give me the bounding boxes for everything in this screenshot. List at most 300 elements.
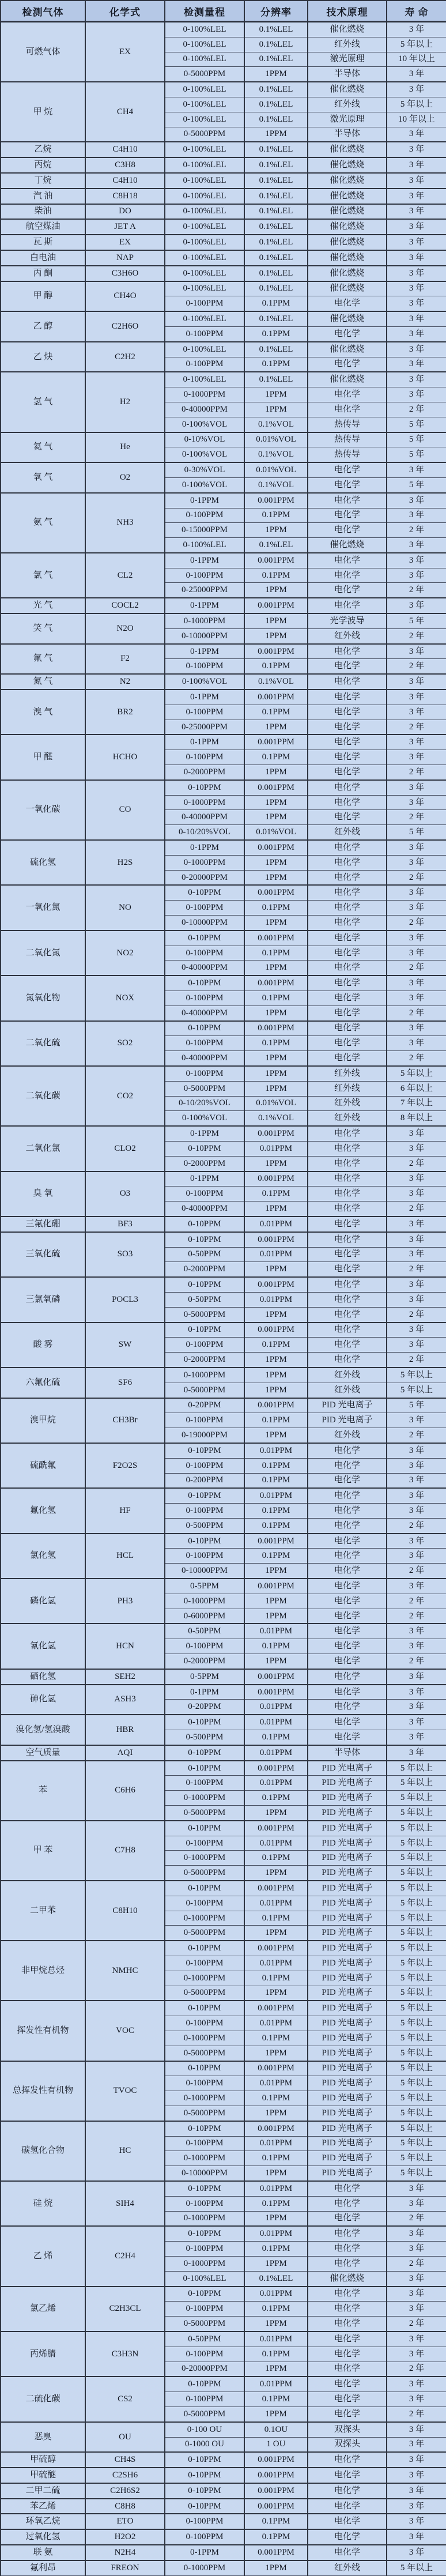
resolution-cell: 1PPM: [244, 1066, 308, 1081]
gas-name-cell: 恶臭: [1, 2422, 85, 2453]
range-cell: 0-100%LEL: [165, 372, 244, 387]
range-cell: 0-100PPM: [165, 1036, 244, 1051]
lifespan-cell: 3 年: [387, 387, 446, 402]
range-cell: 0-10PPM: [165, 1232, 244, 1247]
range-cell: 0-100%LEL: [165, 157, 244, 173]
table-row: [1, 204, 446, 220]
gas-name-cell: 三氟化硼: [1, 1217, 85, 1232]
table-row: [1, 1066, 446, 1081]
principle-cell: 电化学: [308, 1005, 387, 1020]
table-row: [1, 613, 446, 628]
principle-cell: 电化学: [308, 855, 387, 870]
lifespan-cell: 5 年以上: [387, 2061, 446, 2076]
lifespan-cell: 3 年: [387, 189, 446, 204]
formula-cell: VOC: [85, 2001, 165, 2061]
principle-cell: 电化学: [308, 1156, 387, 1171]
gas-name-cell: 甲 醛: [1, 735, 85, 779]
resolution-cell: 0.1PPM: [244, 357, 308, 372]
table-row: [1, 219, 446, 235]
resolution-cell: 0.01PPM: [244, 1141, 308, 1156]
gas-name-cell: 氰化氢: [1, 1624, 85, 1669]
range-cell: 0-5000PPM: [165, 1383, 244, 1398]
gas-name-cell: 二氧化硫: [1, 1021, 85, 1066]
resolution-cell: 0.1PPM: [244, 1791, 308, 1806]
formula-cell: H2S: [85, 840, 165, 885]
formula-cell: PH3: [85, 1579, 165, 1624]
resolution-cell: 0.1PPM: [244, 901, 308, 916]
principle-cell: 电化学: [308, 2483, 387, 2499]
table-row: [1, 840, 446, 855]
gas-name-cell: 碳氢化合物: [1, 2121, 85, 2181]
range-cell: 0-100PPM: [165, 2076, 244, 2091]
lifespan-cell: 3 年: [387, 1338, 446, 1353]
principle-cell: PID 光电离子: [308, 2046, 387, 2061]
lifespan-cell: 5 年以上: [387, 1368, 446, 1383]
resolution-cell: 1PPM: [244, 2046, 308, 2061]
principle-cell: 电化学: [308, 1624, 387, 1639]
gas-name-cell: 氯化氢: [1, 1534, 85, 1579]
resolution-cell: 0.001PPM: [244, 598, 308, 613]
lifespan-cell: 3 年: [387, 2422, 446, 2437]
range-cell: 0-1000PPM: [165, 1368, 244, 1383]
principle-cell: 电化学: [308, 553, 387, 568]
table-row: [1, 189, 446, 204]
range-cell: 0-5000PPM: [165, 127, 244, 142]
principle-cell: 电化学: [308, 1594, 387, 1609]
table-row: [1, 1685, 446, 1700]
lifespan-cell: 2 年: [387, 2406, 446, 2421]
resolution-cell: 0.1PPM: [244, 1518, 308, 1533]
formula-cell: C2SH6: [85, 2468, 165, 2483]
range-cell: 0-100PPM: [165, 1187, 244, 1202]
range-cell: 0-5000PPM: [165, 2406, 244, 2421]
lifespan-cell: 5 年以上: [387, 2151, 446, 2166]
range-cell: 0-1000PPM: [165, 1791, 244, 1806]
resolution-cell: 1PPM: [244, 1383, 308, 1398]
resolution-cell: 0.1PPM: [244, 2529, 308, 2545]
header-resolution: 分辨率: [244, 1, 308, 22]
table-row: [1, 1488, 446, 1503]
lifespan-cell: 5 年: [387, 1398, 446, 1413]
range-cell: 0-100PPM: [165, 296, 244, 311]
lifespan-cell: 3 年: [387, 311, 446, 326]
resolution-cell: 1PPM: [244, 870, 308, 885]
principle-cell: 半导体: [308, 1745, 387, 1761]
range-cell: 0-1000PPM: [165, 855, 244, 870]
principle-cell: 电化学: [308, 2347, 387, 2362]
principle-cell: 电化学: [308, 961, 387, 976]
lifespan-cell: 5 年: [387, 447, 446, 462]
lifespan-cell: 3 年: [387, 1443, 446, 1458]
formula-cell: SEH2: [85, 1669, 165, 1685]
formula-cell: SF6: [85, 1368, 165, 1398]
principle-cell: 电化学: [308, 1488, 387, 1503]
formula-cell: SW: [85, 1323, 165, 1368]
lifespan-cell: 5 年以上: [387, 1836, 446, 1851]
range-cell: 0-5PPM: [165, 1579, 244, 1594]
lifespan-cell: 5 年以上: [387, 2016, 446, 2031]
resolution-cell: 1PPM: [244, 720, 308, 735]
resolution-cell: 0.001PPM: [244, 1821, 308, 1836]
lifespan-cell: 3 年: [387, 67, 446, 82]
lifespan-cell: 3 年: [387, 991, 446, 1006]
lifespan-cell: 5 年以上: [387, 1941, 446, 1956]
range-cell: 0-100%LEL: [165, 2271, 244, 2286]
principle-cell: PID 光电离子: [308, 1896, 387, 1911]
gas-name-cell: 甲硫醇: [1, 2452, 85, 2468]
resolution-cell: 1PPM: [244, 1005, 308, 1020]
formula-cell: C8H10: [85, 1881, 165, 1941]
table-row: [1, 1881, 446, 1896]
resolution-cell: 0.1PPM: [244, 1549, 308, 1564]
principle-cell: 电化学: [308, 2211, 387, 2226]
lifespan-cell: 3 年: [387, 1187, 446, 1202]
range-cell: 0-1000PPM: [165, 2091, 244, 2106]
principle-cell: 催化燃烧: [308, 173, 387, 189]
gas-name-cell: 苯: [1, 1761, 85, 1821]
lifespan-cell: 3 年: [387, 508, 446, 523]
principle-cell: PID 光电离子: [308, 2151, 387, 2166]
lifespan-cell: 3 年: [387, 22, 446, 37]
principle-cell: 电化学: [308, 946, 387, 961]
gas-name-cell: 硫化氢: [1, 840, 85, 885]
table-row: [1, 1126, 446, 1141]
gas-name-cell: 二氧化氯: [1, 1126, 85, 1171]
table-row: [1, 1761, 446, 1776]
formula-cell: SIH4: [85, 2181, 165, 2226]
range-cell: 0-40000PPM: [165, 961, 244, 976]
lifespan-cell: 5 年以上: [387, 1911, 446, 1926]
lifespan-cell: 3 年: [387, 855, 446, 870]
formula-cell: F2O2S: [85, 1443, 165, 1488]
lifespan-cell: 2 年: [387, 870, 446, 885]
resolution-cell: 0.1PPM: [244, 2031, 308, 2046]
principle-cell: 电化学: [308, 1036, 387, 1051]
lifespan-cell: 3 年: [387, 1534, 446, 1549]
lifespan-cell: 3 年: [387, 2271, 446, 2286]
range-cell: 0-40000PPM: [165, 1202, 244, 1217]
resolution-cell: 1PPM: [244, 961, 308, 976]
range-cell: 0-1PPM: [165, 1685, 244, 1700]
table-row: [1, 2377, 446, 2392]
range-cell: 0-10PPM: [165, 2226, 244, 2241]
principle-cell: 半导体: [308, 127, 387, 142]
formula-cell: He: [85, 432, 165, 463]
principle-cell: 红外线: [308, 825, 387, 840]
gas-name-cell: 溴化氢/氢溴酸: [1, 1715, 85, 1745]
table-row: [1, 2468, 446, 2483]
range-cell: 0-10PPM: [165, 2061, 244, 2076]
resolution-cell: 0.001PPM: [244, 1232, 308, 1247]
resolution-cell: 0.01PPM: [244, 2226, 308, 2241]
range-cell: 0-10PPM: [165, 885, 244, 900]
formula-cell: NAP: [85, 250, 165, 266]
table-row: [1, 1579, 446, 1594]
gas-name-cell: 氢 气: [1, 372, 85, 432]
formula-cell: C3H6O: [85, 266, 165, 281]
gas-name-cell: 甲 烷: [1, 82, 85, 142]
principle-cell: 电化学: [308, 1518, 387, 1533]
table-row: [1, 2287, 446, 2302]
principle-cell: 电化学: [308, 1458, 387, 1473]
resolution-cell: 0.1PPM: [244, 2392, 308, 2407]
gas-name-cell: 笑 气: [1, 613, 85, 644]
table-row: [1, 462, 446, 477]
lifespan-cell: 2 年: [387, 2362, 446, 2377]
resolution-cell: 0.1%LEL: [244, 22, 308, 37]
gas-name-cell: 氮 气: [1, 674, 85, 690]
table-row: [1, 1624, 446, 1639]
principle-cell: PID 光电离子: [308, 1806, 387, 1821]
resolution-cell: 0.01%VOL: [244, 825, 308, 840]
formula-cell: C2H2: [85, 342, 165, 372]
formula-cell: HF: [85, 1488, 165, 1533]
formula-cell: O3: [85, 1172, 165, 1217]
lifespan-cell: 5 年以上: [387, 2001, 446, 2016]
lifespan-cell: 3 年: [387, 901, 446, 916]
resolution-cell: 1PPM: [244, 1353, 308, 1368]
lifespan-cell: 3 年: [387, 235, 446, 250]
range-cell: 0-100%LEL: [165, 173, 244, 189]
principle-cell: 电化学: [308, 1292, 387, 1307]
resolution-cell: 0.1PPM: [244, 1473, 308, 1488]
principle-cell: 电化学: [308, 477, 387, 492]
resolution-cell: 0.1%LEL: [244, 142, 308, 157]
formula-cell: N2O: [85, 613, 165, 644]
resolution-cell: 0.001PPM: [244, 1398, 308, 1413]
table-row: [1, 311, 446, 326]
range-cell: 0-100%LEL: [165, 266, 244, 281]
range-cell: 0-10PPM: [165, 1021, 244, 1036]
resolution-cell: 1PPM: [244, 127, 308, 142]
lifespan-cell: 3 年: [387, 127, 446, 142]
lifespan-cell: 3 年: [387, 1715, 446, 1730]
table-row: [1, 885, 446, 900]
gas-name-cell: 航空煤油: [1, 219, 85, 235]
gas-name-cell: 汽 油: [1, 189, 85, 204]
principle-cell: 电化学: [308, 1141, 387, 1156]
resolution-cell: 0.1PPM: [244, 2302, 308, 2317]
principle-cell: 电化学: [308, 1654, 387, 1669]
formula-cell: ETO: [85, 2514, 165, 2529]
principle-cell: 电化学: [308, 931, 387, 946]
principle-cell: 电化学: [308, 1247, 387, 1262]
resolution-cell: 1PPM: [244, 1428, 308, 1443]
table-row: [1, 1941, 446, 1956]
principle-cell: 催化燃烧: [308, 22, 387, 37]
principle-cell: 红外线: [308, 1096, 387, 1111]
range-cell: 0-1PPM: [165, 1172, 244, 1187]
resolution-cell: 1PPM: [244, 2317, 308, 2332]
formula-cell: C7H8: [85, 1821, 165, 1881]
principle-cell: 电化学: [308, 1187, 387, 1202]
resolution-cell: 0.001PPM: [244, 1881, 308, 1896]
range-cell: 0-10PPM: [165, 2001, 244, 2016]
principle-cell: 激光原理: [308, 52, 387, 67]
lifespan-cell: 2 年: [387, 1609, 446, 1624]
range-cell: 0-100PPM: [165, 901, 244, 916]
lifespan-cell: 3 年: [387, 553, 446, 568]
resolution-cell: 1PPM: [244, 1156, 308, 1171]
resolution-cell: 0.1PPM: [244, 1639, 308, 1654]
resolution-cell: 0.001PPM: [244, 2452, 308, 2468]
lifespan-cell: 5 年以上: [387, 1986, 446, 2001]
resolution-cell: 0.001PPM: [244, 2001, 308, 2016]
lifespan-cell: 3 年: [387, 219, 446, 235]
range-cell: 0-40000PPM: [165, 1005, 244, 1020]
resolution-cell: 0.1PPM: [244, 659, 308, 674]
gas-name-cell: 氟化氢: [1, 1488, 85, 1533]
resolution-cell: 0.1%LEL: [244, 82, 308, 97]
lifespan-cell: 5 年以上: [387, 37, 446, 52]
range-cell: 0-1000PPM: [165, 387, 244, 402]
principle-cell: 电化学: [308, 840, 387, 855]
lifespan-cell: 3 年: [387, 1217, 446, 1232]
resolution-cell: 0.001PPM: [244, 493, 308, 508]
principle-cell: 红外线: [308, 1111, 387, 1126]
lifespan-cell: 5 年以上: [387, 1881, 446, 1896]
principle-cell: 电化学: [308, 720, 387, 735]
lifespan-cell: 3 年: [387, 1458, 446, 1473]
gas-name-cell: 氯乙烯: [1, 2287, 85, 2332]
table-row: [1, 2514, 446, 2529]
resolution-cell: 0.01PPM: [244, 2016, 308, 2031]
gas-name-cell: 一氧化氮: [1, 885, 85, 930]
range-cell: 0-100PPM: [165, 357, 244, 372]
range-cell: 0-10000PPM: [165, 628, 244, 643]
lifespan-cell: 3 年: [387, 1172, 446, 1187]
lifespan-cell: 10 年以上: [387, 52, 446, 67]
resolution-cell: 0.1%LEL: [244, 250, 308, 266]
range-cell: 0-5000PPM: [165, 2106, 244, 2121]
principle-cell: 催化燃烧: [308, 142, 387, 157]
lifespan-cell: 3 年: [387, 931, 446, 946]
lifespan-cell: 3 年: [387, 281, 446, 296]
lifespan-cell: 3 年: [387, 2437, 446, 2452]
principle-cell: 电化学: [308, 659, 387, 674]
range-cell: 0-10PPM: [165, 1821, 244, 1836]
lifespan-cell: 5 年以上: [387, 1776, 446, 1791]
range-cell: 0-50PPM: [165, 1292, 244, 1307]
gas-name-cell: 挥发性有机物: [1, 2001, 85, 2061]
resolution-cell: 0.01PPM: [244, 1836, 308, 1851]
formula-cell: EX: [85, 235, 165, 250]
range-cell: 0-5000PPM: [165, 67, 244, 82]
range-cell: 0-100%LEL: [165, 142, 244, 157]
resolution-cell: 0.01PPM: [244, 1488, 308, 1503]
principle-cell: PID 光电离子: [308, 1881, 387, 1896]
range-cell: 0-100PPM: [165, 750, 244, 765]
resolution-cell: 0.1PPM: [244, 1458, 308, 1473]
table-row: [1, 674, 446, 690]
principle-cell: 红外线: [308, 2560, 387, 2575]
resolution-cell: 1PPM: [244, 2362, 308, 2377]
lifespan-cell: 5 年以上: [387, 2076, 446, 2091]
principle-cell: 催化燃烧: [308, 342, 387, 357]
resolution-cell: 1PPM: [244, 1866, 308, 1881]
resolution-cell: 0.001PPM: [244, 780, 308, 795]
resolution-cell: 0.001PPM: [244, 2061, 308, 2076]
principle-cell: PID 光电离子: [308, 1866, 387, 1881]
lifespan-cell: 3 年: [387, 1141, 446, 1156]
gas-name-cell: 溴甲烷: [1, 1398, 85, 1443]
lifespan-cell: 2 年: [387, 1051, 446, 1066]
resolution-cell: 0.1PPM: [244, 2347, 308, 2362]
principle-cell: 电化学: [308, 523, 387, 538]
lifespan-cell: 3 年: [387, 568, 446, 583]
table-row: [1, 1323, 446, 1338]
resolution-cell: 0.001PPM: [244, 885, 308, 900]
resolution-cell: 1 OU: [244, 2437, 308, 2452]
resolution-cell: 0.001PPM: [244, 1941, 308, 1956]
principle-cell: 电化学: [308, 810, 387, 825]
principle-cell: 红外线: [308, 1081, 387, 1096]
principle-cell: PID 光电离子: [308, 2136, 387, 2151]
formula-cell: C3H8: [85, 157, 165, 173]
lifespan-cell: 5 年: [387, 477, 446, 492]
lifespan-cell: 3 年: [387, 250, 446, 266]
principle-cell: 电化学: [308, 901, 387, 916]
formula-cell: NMHC: [85, 1941, 165, 2001]
formula-cell: BF3: [85, 1217, 165, 1232]
principle-cell: PID 光电离子: [308, 2016, 387, 2031]
lifespan-cell: 3 年: [387, 1277, 446, 1292]
formula-cell: HCL: [85, 1534, 165, 1579]
range-cell: 0-1000 OU: [165, 2437, 244, 2452]
lifespan-cell: 3 年: [387, 2468, 446, 2483]
lifespan-cell: 2 年: [387, 1005, 446, 1020]
principle-cell: PID 光电离子: [308, 1761, 387, 1776]
gas-name-cell: 溴 气: [1, 690, 85, 735]
principle-cell: 电化学: [308, 2514, 387, 2529]
table-row: [1, 235, 446, 250]
range-cell: 0-100PPM: [165, 508, 244, 523]
resolution-cell: 1PPM: [244, 387, 308, 402]
gas-name-cell: 丙烷: [1, 157, 85, 173]
range-cell: 0-5PPM: [165, 1669, 244, 1685]
principle-cell: 电化学: [308, 1202, 387, 1217]
range-cell: 0-1000PPM: [165, 1911, 244, 1926]
range-cell: 0-100PPM: [165, 326, 244, 341]
gas-name-cell: 非甲烷总烃: [1, 1941, 85, 2001]
lifespan-cell: 3 年: [387, 493, 446, 508]
resolution-cell: 1PPM: [244, 613, 308, 628]
range-cell: 0-5000PPM: [165, 1926, 244, 1941]
lifespan-cell: 3 年: [387, 2226, 446, 2241]
formula-cell: JET A: [85, 219, 165, 235]
formula-cell: POCL3: [85, 1277, 165, 1322]
resolution-cell: 0.01PPM: [244, 1247, 308, 1262]
gas-name-cell: 二甲二硫: [1, 2483, 85, 2499]
resolution-cell: 0.1PPM: [244, 326, 308, 341]
principle-cell: 热传导: [308, 417, 387, 432]
table-row: [1, 780, 446, 795]
principle-cell: 电化学: [308, 2452, 387, 2468]
resolution-cell: 0.01PPM: [244, 1443, 308, 1458]
range-cell: 0-1PPM: [165, 598, 244, 613]
principle-cell: 电化学: [308, 462, 387, 477]
principle-cell: PID 光电离子: [308, 1956, 387, 1971]
range-cell: 0-100%LEL: [165, 204, 244, 220]
lifespan-cell: 2 年: [387, 2317, 446, 2332]
resolution-cell: 0.1PPM: [244, 508, 308, 523]
gas-name-cell: 丙 酮: [1, 266, 85, 281]
range-cell: 0-100PPM: [165, 991, 244, 1006]
gas-name-cell: 甲 苯: [1, 1821, 85, 1881]
range-cell: 0-1000PPM: [165, 613, 244, 628]
formula-cell: C8H8: [85, 2499, 165, 2514]
resolution-cell: 0.01PPM: [244, 2332, 308, 2347]
